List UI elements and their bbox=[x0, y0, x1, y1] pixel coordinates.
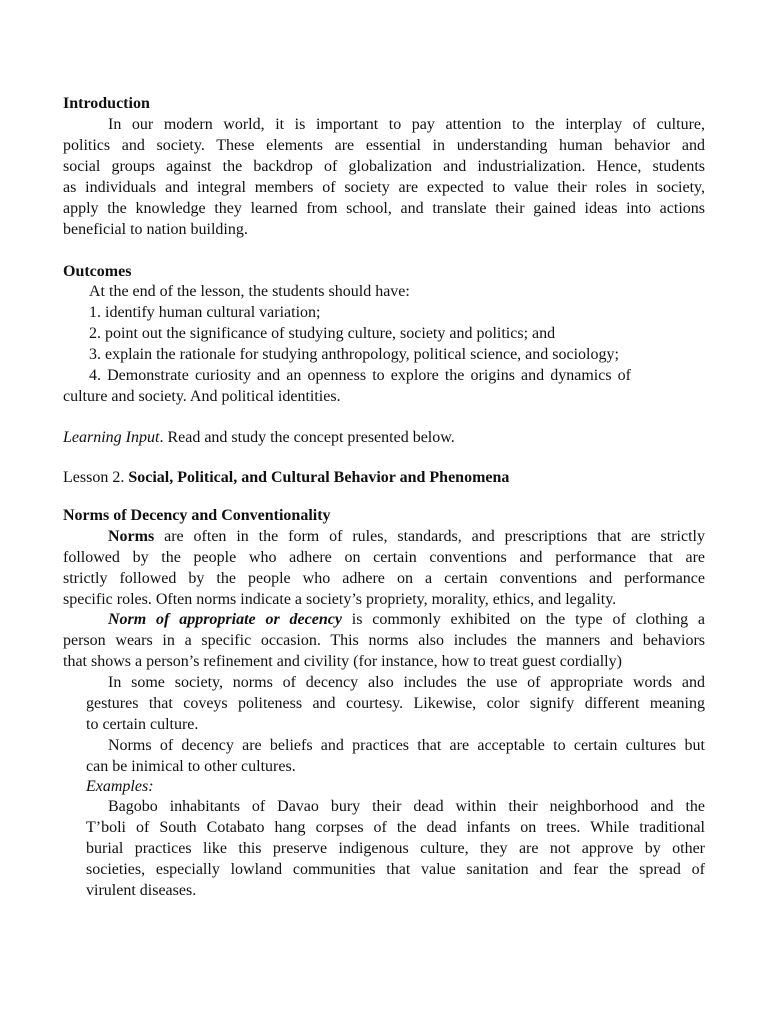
lesson-title-text: Social, Political, and Cultural Behavior and Phenomena bbox=[128, 469, 510, 486]
norms-p2-first: is commonly exhibited on the type of clothing a bbox=[341, 611, 706, 628]
lesson-title bbox=[63, 468, 509, 488]
outcome-item-1: 1. identify human cultural variation; bbox=[89, 304, 321, 321]
norms-p2-line-3: that shows a person’s refinement and civility (for instance, how to treat guest cordially) bbox=[63, 653, 622, 670]
intro-line-3: social groups against the backdrop of globalization and industrialization. Hence, students bbox=[63, 158, 705, 175]
intro-line-6: beneficial to nation building. bbox=[63, 221, 248, 238]
norms-p2-line-2: person wears in a specific occasion. This norms also includes the manners and behaviors bbox=[63, 632, 705, 649]
norms-p5-line-1: Bagobo inhabitants of Davao bury their dead within their neighborhood and the bbox=[108, 798, 705, 815]
norms-p1-first: are often in the form of rules, standards, and prescriptions that are strictly bbox=[154, 528, 705, 545]
norms-p5-line-2: T’boli of South Cotabato hang corpses of the dead infants on trees. While traditional bbox=[86, 819, 705, 836]
norms-p4-line-1: Norms of decency are beliefs and practices that are acceptable to certain cultures but bbox=[108, 737, 705, 754]
norms-p3-line-1: In some society, norms of decency also includes the use of appropriate words and bbox=[108, 674, 705, 691]
intro-line-2: politics and society. These elements are essential in understanding human behavior and bbox=[63, 137, 705, 154]
norms-term: Norms bbox=[108, 528, 155, 545]
norms-p3-line-3: to certain culture. bbox=[86, 716, 199, 733]
intro-heading: Introduction bbox=[63, 95, 150, 112]
examples-label: Examples: bbox=[86, 778, 154, 795]
norms-heading: Norms of Decency and Conventionality bbox=[63, 507, 331, 524]
norms-p5-line-5: virulent diseases. bbox=[86, 882, 197, 899]
norms-p2-line-1 bbox=[108, 610, 705, 630]
norm-decency-term: Norm of appropriate or decency bbox=[108, 611, 342, 628]
outcome-item-3: 3. explain the rationale for studying anthropology, political science, and sociology; bbox=[89, 346, 619, 363]
norms-p5-line-4: societies, especially lowland communities that value sanitation and fear the spread of bbox=[86, 861, 705, 878]
outcomes-lead: At the end of the lesson, the students should have: bbox=[89, 283, 410, 300]
outcome-item-4: 4. Demonstrate curiosity and an openness to explore the origins and dynamics of bbox=[89, 367, 631, 384]
intro-line-4: as individuals and integral members of society are expected to value their roles in society, bbox=[63, 179, 705, 196]
outcome-item-4-cont: culture and society. And political identities. bbox=[63, 388, 341, 405]
intro-line-1: In our modern world, it is important to pay attention to the interplay of culture, bbox=[108, 116, 705, 133]
norms-p1-line-2: followed by the people who adhere on certain conventions and performance that are bbox=[63, 549, 705, 566]
learning-input-text: . Read and study the concept presented below. bbox=[159, 429, 455, 446]
outcomes-heading: Outcomes bbox=[63, 263, 132, 280]
lesson-prefix: Lesson 2. bbox=[63, 469, 129, 486]
norms-p1-line-1 bbox=[108, 527, 705, 547]
intro-line-5: apply the knowledge they learned from school, and translate their gained ideas into actions bbox=[63, 200, 705, 217]
outcome-item-2: 2. point out the significance of studying culture, society and politics; and bbox=[89, 325, 556, 342]
norms-p4-line-2: can be inimical to other cultures. bbox=[86, 758, 296, 775]
learning-input-label: Learning Input bbox=[63, 429, 160, 446]
learning-input bbox=[63, 428, 455, 448]
norms-p5-line-3: burial practices like this preserve indigenous culture, they are not approve by other bbox=[86, 840, 705, 857]
norms-p1-line-4: specific roles. Often norms indicate a society’s propriety, morality, ethics, and legality. bbox=[63, 591, 617, 608]
norms-p3-line-2: gestures that coveys politeness and courtesy. Likewise, color signify different meaning bbox=[86, 695, 705, 712]
norms-p1-line-3: strictly followed by the people who adhere on a certain conventions and performance bbox=[63, 570, 705, 587]
